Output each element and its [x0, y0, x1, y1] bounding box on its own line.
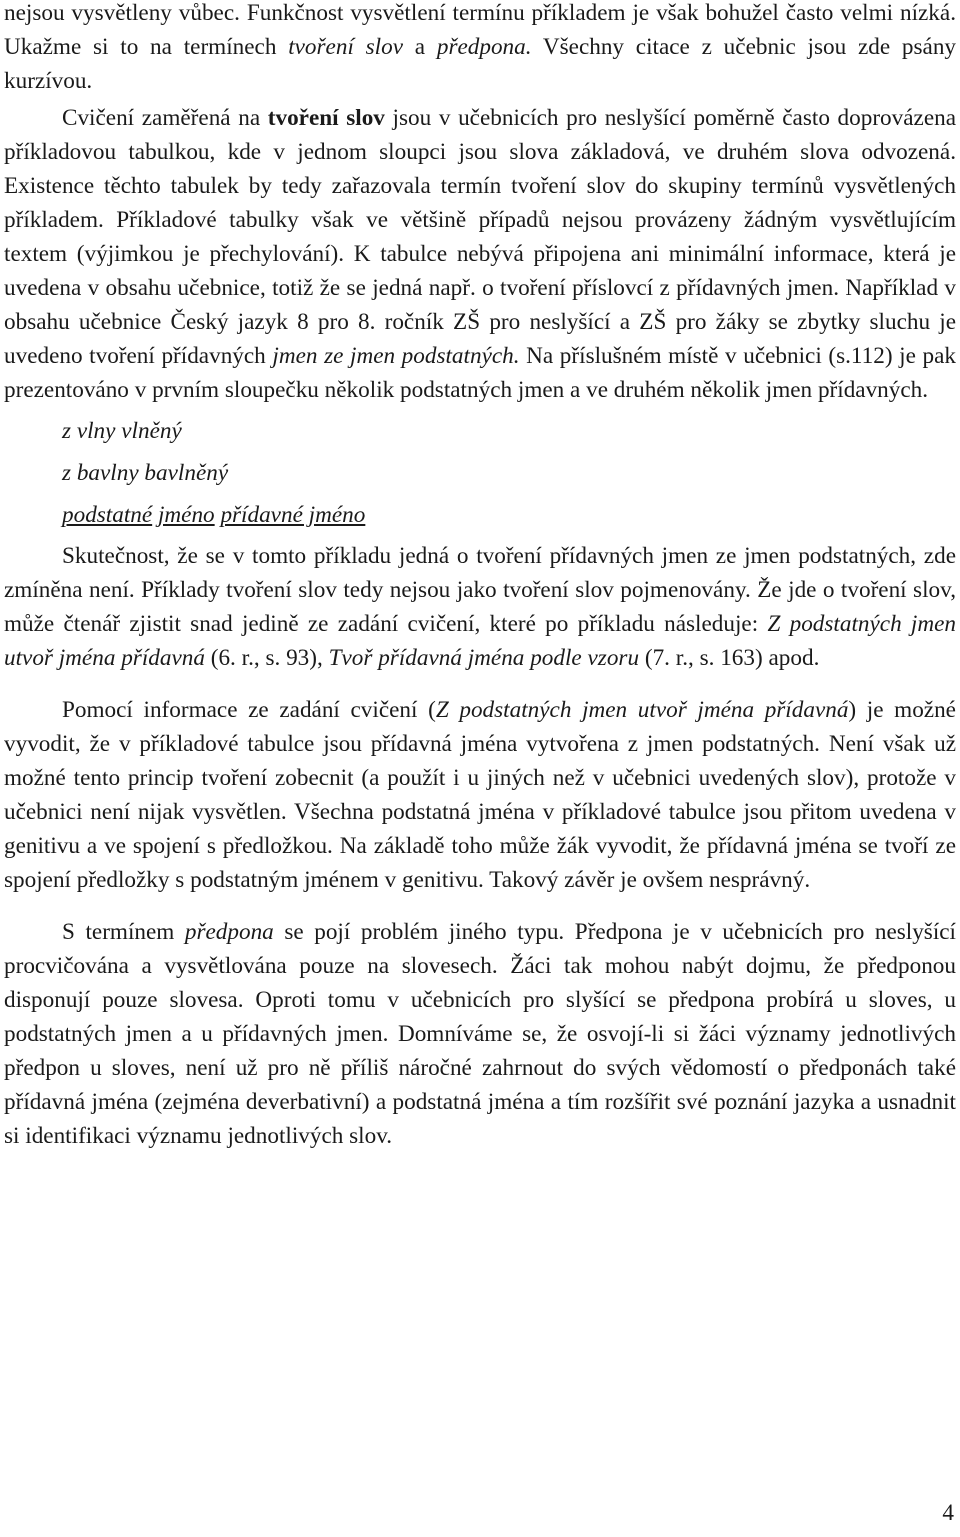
document-page [4, 0, 956, 1153]
p1-text-3: a [403, 34, 437, 60]
p2-citation: jmen ze jmen podstatných. [272, 343, 520, 369]
paragraph-3 [4, 539, 956, 675]
p5-text-1: S termínem [62, 919, 185, 945]
p3-text-3: (6. r., s. 93), [204, 645, 329, 671]
p3-citation-1: Z podstatných jmen utvoř jména přídavná [4, 611, 957, 671]
p3-text-1: Skutečnost, že se v tomto příkladu jedná o tvoření přídavných jmen ze jmen podstatných, zde zmíněna není. Příklady tvoření slov tedy nejsou jako tvoření slov pojmenovány. Že jde o tvoření slov, může čtenář zjistit snad jedině ze zadání cvičení, které po příkladu následuje: [4, 543, 956, 637]
example-header-jmeno: jméno [157, 502, 215, 528]
p5-term-predpona: předpona [184, 919, 274, 945]
p4-text-1: Pomocí informace ze zadání cvičení ( [62, 697, 436, 723]
example-line-2: z bavlny bavlněný [62, 460, 229, 486]
p4-citation: Z podstatných jmen utvoř jména přídavná [435, 697, 849, 723]
paragraph-2 [4, 101, 956, 407]
p3-text-5: (7. r., s. 163) apod. [639, 645, 820, 671]
example-header-line [62, 494, 956, 536]
example-header-pridavne-jmeno: přídavné jméno [220, 502, 366, 528]
p1-term-predpona: předpona. [436, 34, 532, 60]
p1-term-tvoreni-slov: tvoření slov [288, 34, 404, 60]
p2-text-5: Na příslušném místě v učebnici (s.112) je pak prezentováno v prvním sloupečku několik podstatných jmen a ve druhém několik jmen přídavných. [4, 343, 957, 403]
p3-citation-2: Tvoř přídavná jména podle vzoru [328, 645, 640, 671]
p4-text-3: ) je možné vyvodit, že v příkladové tabulce jsou přídavná jména vytvořena z jmen podstatných. Není však už možné tento princip tvoření zobecnit (a použít i u jiných než v učebnici uvedených slov), protože v učebnici není nijak vysvětlen. Všechna podstatná jména v příkladové tabulce jsou přitom uvedena v genitivu a ve spojení s předložkou. Na základě toho může žák vyvodit, že přídavná jména se tvoří ze spojení předložky s podstatným jménem v genitivu. Takový závěr je ovšem nesprávný. [4, 697, 956, 893]
example-header-podstatne: podstatné [62, 502, 153, 528]
example-line-1: z vlny vlněný [62, 418, 182, 444]
page-number: 4 [942, 1500, 954, 1526]
p5-text-3: se pojí problém jiného typu. Předpona je v učebnicích pro neslyšící procvičována a vysvětlována pouze na slovesech. Žáci tak mohou nabýt dojmu, že předponou disponují pouze slovesa. Oproti tomu v učebnicích pro slyšící se předpona probírá u sloves, u podstatných jmen a u přídavných jmen. Domníváme se, že osvojí-li si žáci významy jednotlivých předpon u sloves, není už pro ně příliš náročné zahrnout do svých vědomostí o předponách také přídavná jména (zejména deverbativní) a podstatná jména a tím rozšířit své poznání jazyka a usnadnit si identifikaci významu jednotlivých slov. [4, 919, 956, 1149]
p1-text-5: Všechny citace z učebnic jsou zde psány kurzívou. [4, 34, 957, 94]
p2-text-3: jsou v učebnicích pro neslyšící poměrně často doprovázena příkladovou tabulkou, kde v jednom sloupci jsou slova základová, ve druhém slova odvozená. Existence těchto tabulek by tedy zařazovala termín tvoření slov do skupiny termínů vysvětlených příkladem. Příkladové tabulky však ve většině případů nejsou provázeny žádným vysvětlujícím textem (výjimkou je přechylování). K tabulce nebývá připojena ani minimální informace, která je uvedena v obsahu učebnice, totiž že se jedná např. o tvoření příslovcí z přídavných jmen. Například v obsahu učebnice Český jazyk 8 pro 8. ročník ZŠ pro neslyšící a ZŠ pro žáky se zbytky sluchu je uvedeno tvoření přídavných [4, 105, 957, 369]
paragraph-1 [4, 0, 956, 98]
p2-bold-term: tvoření slov [267, 105, 385, 131]
p2-text-1: Cvičení zaměřená na [62, 105, 268, 131]
paragraph-5 [4, 915, 956, 1153]
paragraph-4 [4, 693, 956, 897]
p1-text-1: nejsou vysvětleny vůbec. Funkčnost vysvětlení termínu příkladem je však bohužel často velmi nízká. Ukažme si to na termínech [4, 0, 956, 60]
